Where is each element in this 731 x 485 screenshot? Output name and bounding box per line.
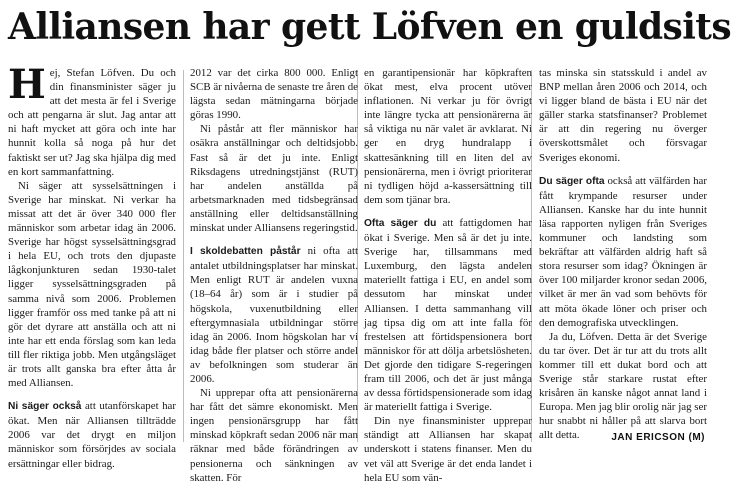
paragraph: Ni upprepar ofta att pensionärerna har fått det sämre ekonomiskt. Men ingen pensionärsgrupp har fått minskad köpkraft sedan 2006 när man räknar med både förändringen av pensionerna och sänkningen av skatten. För — [190, 387, 358, 484]
paragraph: Ja du, Löfven. Detta är det Sverige du tar över. Det är tur att du trots allt kommer till ett dukat bord och att Sverige står starkare rustat efter krisåren än kanske något annat land i Europa. Men jag blir orolig när jag ser hur snabbt ni håller på att slarva bort allt detta. — [539, 330, 707, 442]
paragraph-text: att utanförskapet har ökat. Men när Alliansen tillträdde 2006 var det drygt en miljon människor som försörjdes av sociala ersättningar eller bidrag. — [8, 400, 176, 470]
lead-in: I skoldebatten påstår — [190, 246, 301, 258]
column-divider — [183, 70, 184, 442]
column-3 — [364, 66, 532, 484]
paragraph-text: att fattigdomen har ökat i Sverige. Men så är det ju inte. Sverige har, tillsammans med Luxemburg, den lägsta andelen materiellt fattiga i EU, en andel som dessutom har minskat under Alliansen. I detta sammanhang vill jag tipsa dig om att inte falla för frestelsen att förtidspensionera bort människor för att dölja arbetslösheten. Det gjorde den tidigare S-regeringen fram till 2006, och det är just många av dessa förtidspensionerade som idag är materiellt fattiga i Sverige. — [364, 216, 532, 414]
paragraph — [364, 216, 532, 414]
column-2 — [190, 66, 359, 484]
paragraph-text: ej, Stefan Löfven. Du och din finansminister säger ju att det mesta är fel i Sverige och att pengarna är slut. Jag antar att ni haft mycket att göra och inte har hunnit kolla så noga på hur det faktiskt ser ut? Jag ska hjälpa dig med en kort sammanfattning. — [8, 67, 176, 178]
paragraph — [190, 244, 358, 386]
paragraph-text: ni ofta att antalet utbildningsplatser har minskat. Men enligt RUT är andelen vuxna (18–64 år) som är i studier på högskola, vuxenutbildning eller eftergymnasiala utbildningar större idag än 2006. Inom högskolan har vi idag både fler platser och större andel av befolkningen som studerar än 2006. — [190, 245, 359, 385]
paragraph-text: också att välfärden har fått krympande resurser under Alliansen. Kanske har du inte hunnit läsa rapporten nyligen från Sveriges kommuner och landsting som bekräftar att välfärden aldrig haft så stora resurser som idag? Ökningen är över 100 miljarder kronor sedan 2006, vilket är mer än vad som behövts för att möta ökade löner och priser och den demografiska utvecklingen. — [539, 174, 707, 329]
lead-in: Ofta säger du — [364, 217, 437, 229]
drop-cap: H — [8, 61, 46, 108]
paragraph — [8, 61, 176, 179]
column-1 — [8, 61, 176, 470]
paragraph: Din nye finansminister upprepar ständigt att Alliansen har skapat underskott i statens finanser. Men du vet väl att Sverige är det enda landet i hela EU som vän- — [364, 415, 532, 484]
paragraph: tas minska sin statsskuld i andel av BNP mellan åren 2006 och 2014, och vi ligger bland de bästa i EU när det gäller starka statsfinanser? Problemet är att din regering nu överger överskottsmålet och försvagar Sveriges ekonomi. — [539, 67, 707, 164]
byline: JAN ERICSON (M) — [611, 432, 705, 443]
headline: Alliansen har gett Löfven en guldsits — [8, 6, 731, 48]
lead-in: Ni säger också — [8, 401, 82, 413]
paragraph: Ni påstår att fler människor har osäkra anställningar och deltidsjobb. Fast så är det ju inte. Enligt Riksdagens utredningstjänst (RUT) har andelen anställda på arbetsmarknaden med tidsbegränsad anställning eller deltidsanställning minskat under Alliansens regeringstid. — [190, 123, 358, 235]
paragraph: en garantipensionär har köpkraften ökat mest, elva procent utöver inflationen. Ni verkar ju för övrigt inte längre tycka att pensionärerna är så viktiga nu när valet är avklarat. Ni ger en dryg hundralapp i skattesänkning till en liten del av pensionärerna, men i övrigt prioriterar ni tydligen höjd a-kassersättning till dem som tjänar bra. — [364, 67, 532, 206]
paragraph: Ni säger att sysselsättningen i Sverige har minskat. Ni verkar ha missat att det är över 340 000 fler människor som arbetar idag än 2006. Sverige har högst sysselsättningsgrad i hela EU, och trots den djupaste lågkonjunkturen sedan 1930-talet ligger sysselsättningsgraden på samma nivå som 2006. Problemen ligger framför oss med tanke på att ni gör det dyrare att anställa och att ni inte har ett enda förslag som kan leda till fler riktiga jobb. Men utgångsläget är trots allt ganska bra efter åtta år med Alliansen. — [8, 179, 176, 390]
paragraph: 2012 var det cirka 800 000. Enligt SCB är nivåerna de senaste tre åren de lägsta sedan mätningarna började göras 1990. — [190, 67, 358, 122]
paragraph — [8, 399, 176, 470]
paragraph — [539, 174, 707, 330]
lead-in: Du säger ofta — [539, 175, 605, 187]
